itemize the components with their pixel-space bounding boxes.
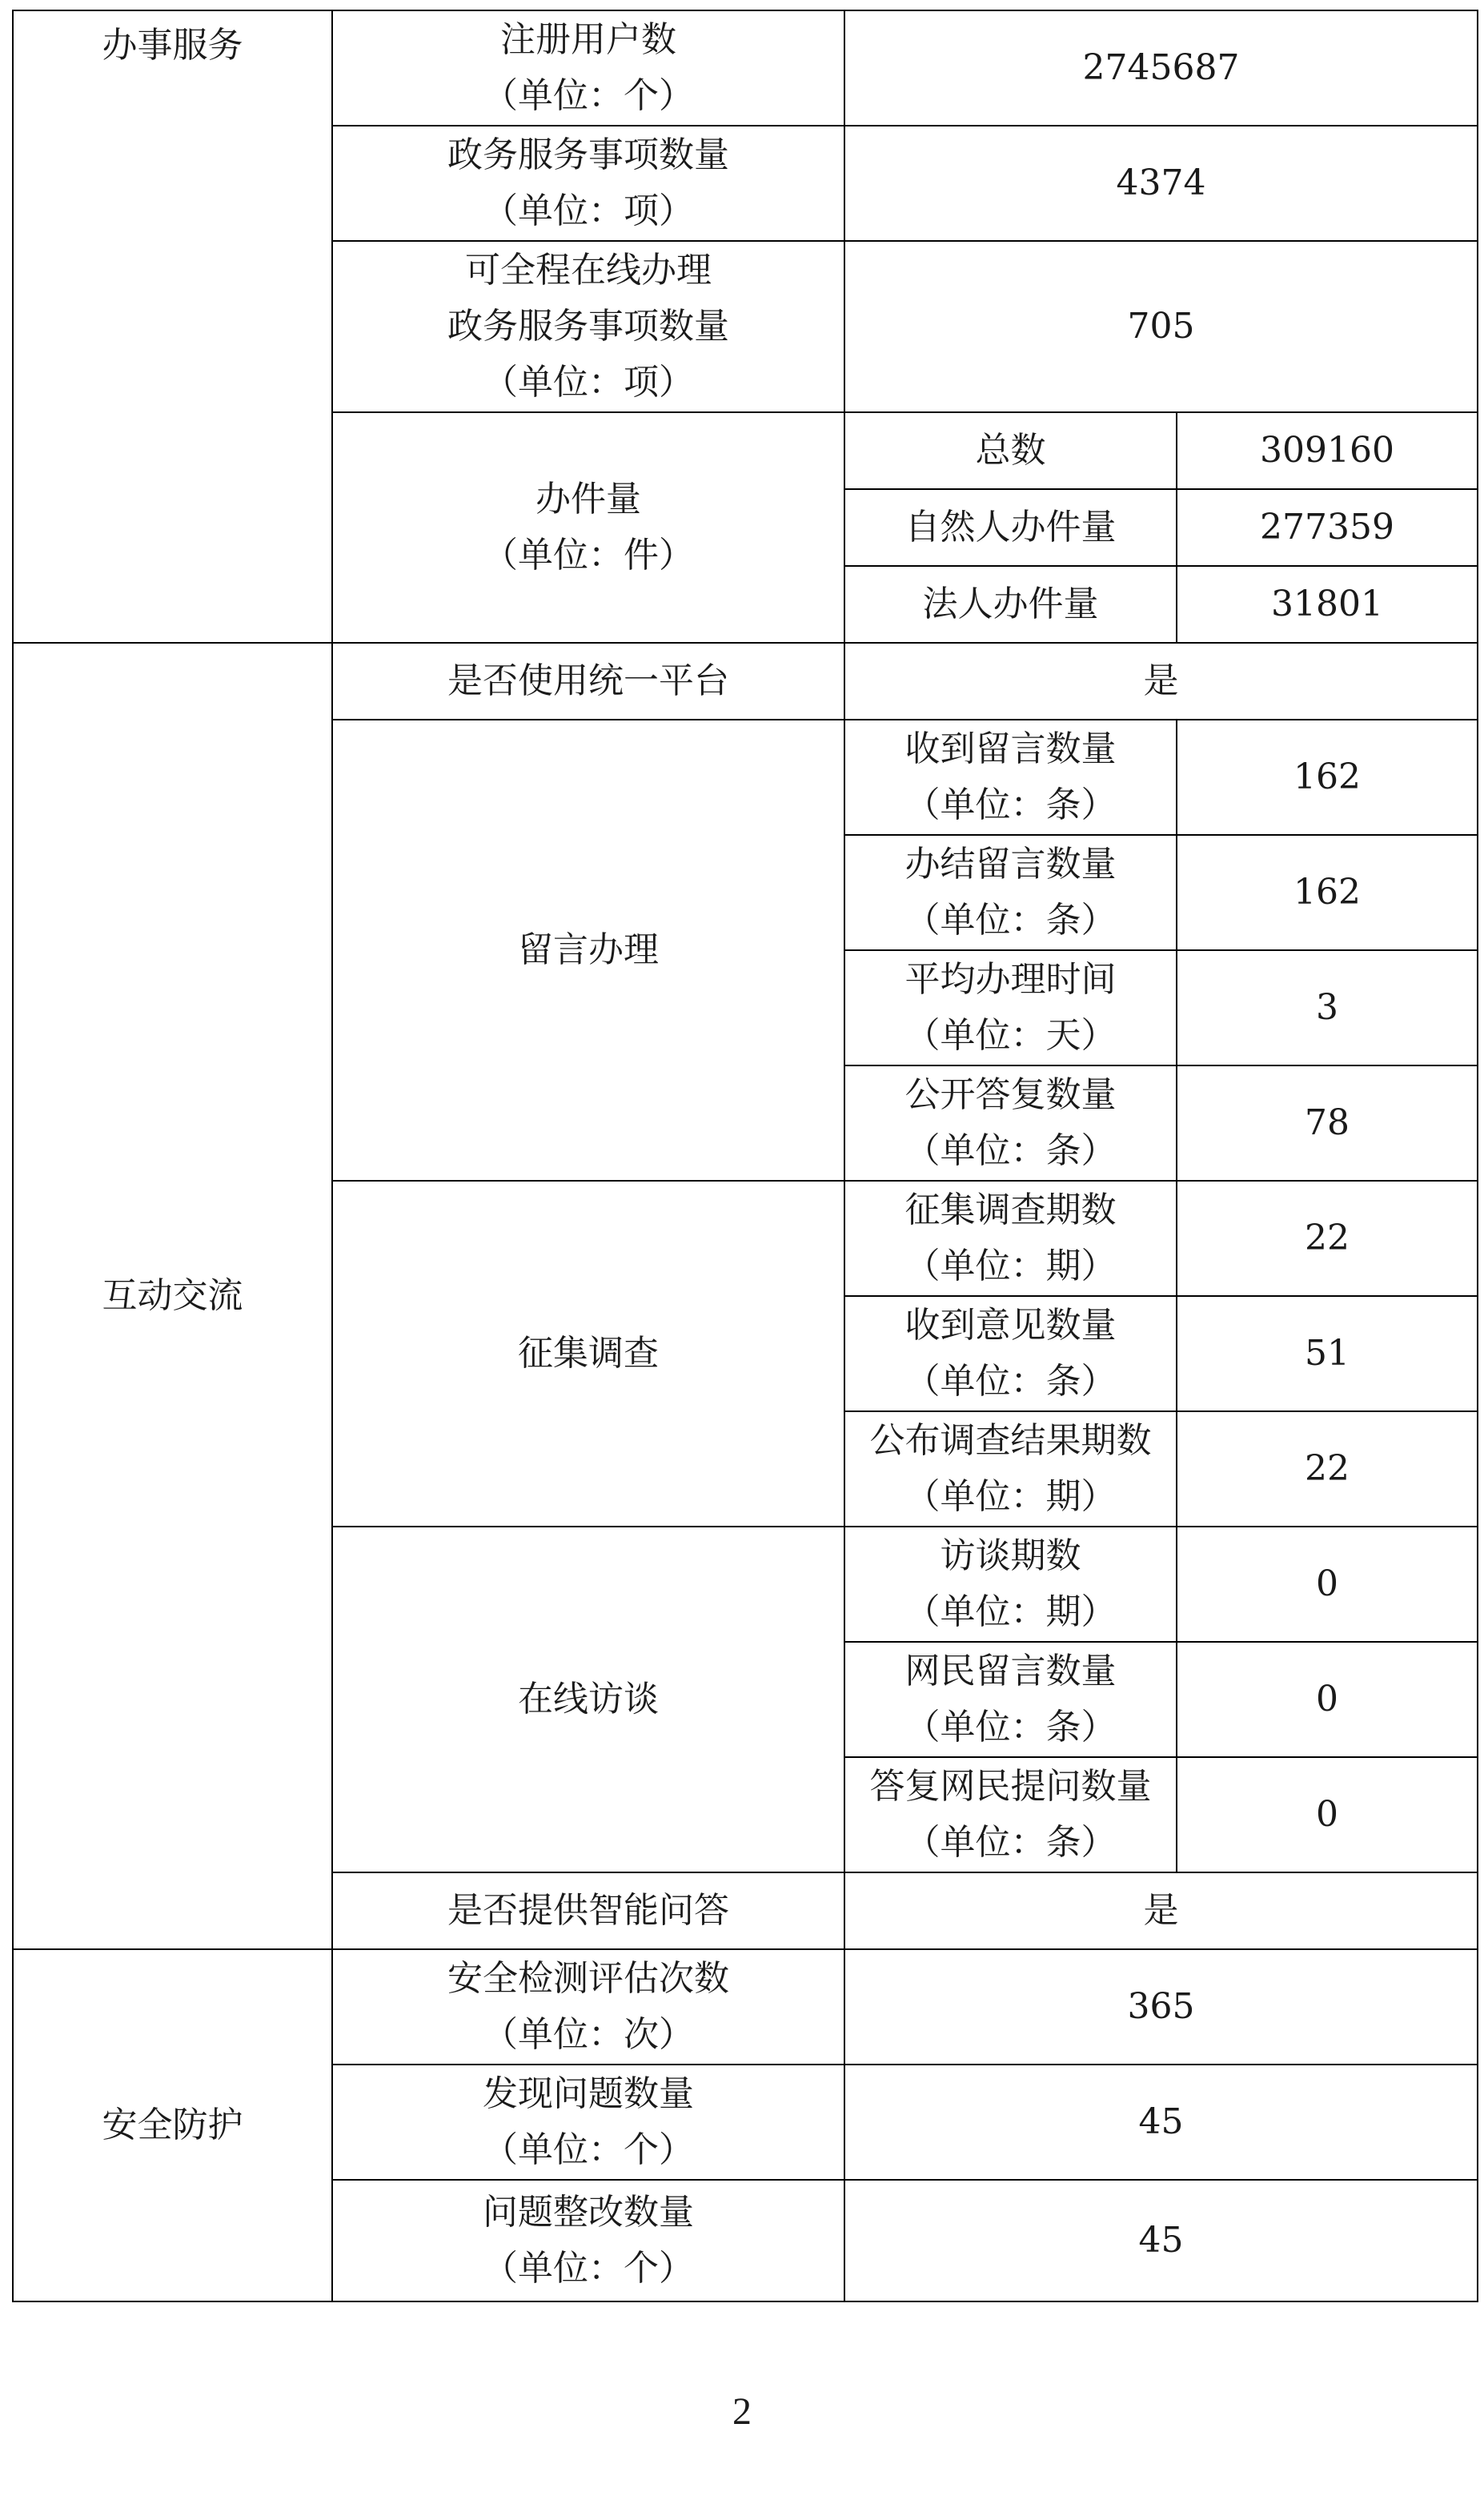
unified-platform-value: 是 — [844, 643, 1478, 720]
case-legal-person-value: 31801 — [1177, 566, 1478, 643]
statistics-table — [12, 10, 1478, 2302]
avg-handling-time-value: 3 — [1177, 950, 1478, 1065]
registered-users-label: 注册用户数 （单位：个） — [332, 10, 844, 126]
case-legal-person-label: 法人办件量 — [844, 566, 1177, 643]
issues-fixed-label: 问题整改数量 （单位：个） — [332, 2180, 844, 2301]
page-number: 2 — [732, 2390, 752, 2433]
service-items-label: 政务服务事项数量 （单位：项） — [332, 126, 844, 241]
unified-platform-label: 是否使用统一平台 — [332, 643, 844, 720]
messages-received-value: 162 — [1177, 720, 1478, 835]
survey-periods-value: 22 — [1177, 1181, 1478, 1296]
case-natural-person-label: 自然人办件量 — [844, 489, 1177, 566]
netizen-replies-label: 答复网民提问数量 （单位：条） — [844, 1757, 1177, 1872]
netizen-messages-label: 网民留言数量 （单位：条） — [844, 1642, 1177, 1757]
online-items-value: 705 — [844, 241, 1478, 412]
survey-results-value: 22 — [1177, 1411, 1478, 1527]
messages-closed-value: 162 — [1177, 835, 1478, 950]
messages-received-label: 收到留言数量 （单位：条） — [844, 720, 1177, 835]
public-replies-label: 公开答复数量 （单位：条） — [844, 1065, 1177, 1181]
netizen-replies-value: 0 — [1177, 1757, 1478, 1872]
messages-closed-label: 办结留言数量 （单位：条） — [844, 835, 1177, 950]
case-total-label: 总数 — [844, 412, 1177, 489]
smart-qa-value: 是 — [844, 1872, 1478, 1949]
survey-results-label: 公布调查结果期数 （单位：期） — [844, 1411, 1177, 1527]
avg-handling-time-label: 平均办理时间 （单位：天） — [844, 950, 1177, 1065]
issues-fixed-value: 45 — [844, 2180, 1478, 2301]
opinions-received-label: 收到意见数量 （单位：条） — [844, 1296, 1177, 1411]
online-items-label: 可全程在线办理 政务服务事项数量 （单位：项） — [332, 241, 844, 412]
security-checks-label: 安全检测评估次数 （单位：次） — [332, 1949, 844, 2065]
registered-users-value: 2745687 — [844, 10, 1478, 126]
interview-periods-label: 访谈期数 （单位：期） — [844, 1527, 1177, 1642]
case-natural-person-value: 277359 — [1177, 489, 1478, 566]
interview-label: 在线访谈 — [332, 1527, 844, 1872]
section-security-label: 安全防护 — [13, 1949, 332, 2301]
case-volume-label: 办件量 （单位：件） — [332, 412, 844, 643]
issues-found-label: 发现问题数量 （单位：个） — [332, 2065, 844, 2180]
survey-label: 征集调查 — [332, 1181, 844, 1527]
case-total-value: 309160 — [1177, 412, 1478, 489]
service-items-value: 4374 — [844, 126, 1478, 241]
issues-found-value: 45 — [844, 2065, 1478, 2180]
smart-qa-label: 是否提供智能问答 — [332, 1872, 844, 1949]
netizen-messages-value: 0 — [1177, 1642, 1478, 1757]
section-interaction-label: 互动交流 — [13, 643, 332, 1949]
section-service-label: 办事服务 — [13, 10, 332, 643]
security-checks-value: 365 — [844, 1949, 1478, 2065]
opinions-received-value: 51 — [1177, 1296, 1478, 1411]
messages-label: 留言办理 — [332, 720, 844, 1181]
interview-periods-value: 0 — [1177, 1527, 1478, 1642]
survey-periods-label: 征集调查期数 （单位：期） — [844, 1181, 1177, 1296]
public-replies-value: 78 — [1177, 1065, 1478, 1181]
